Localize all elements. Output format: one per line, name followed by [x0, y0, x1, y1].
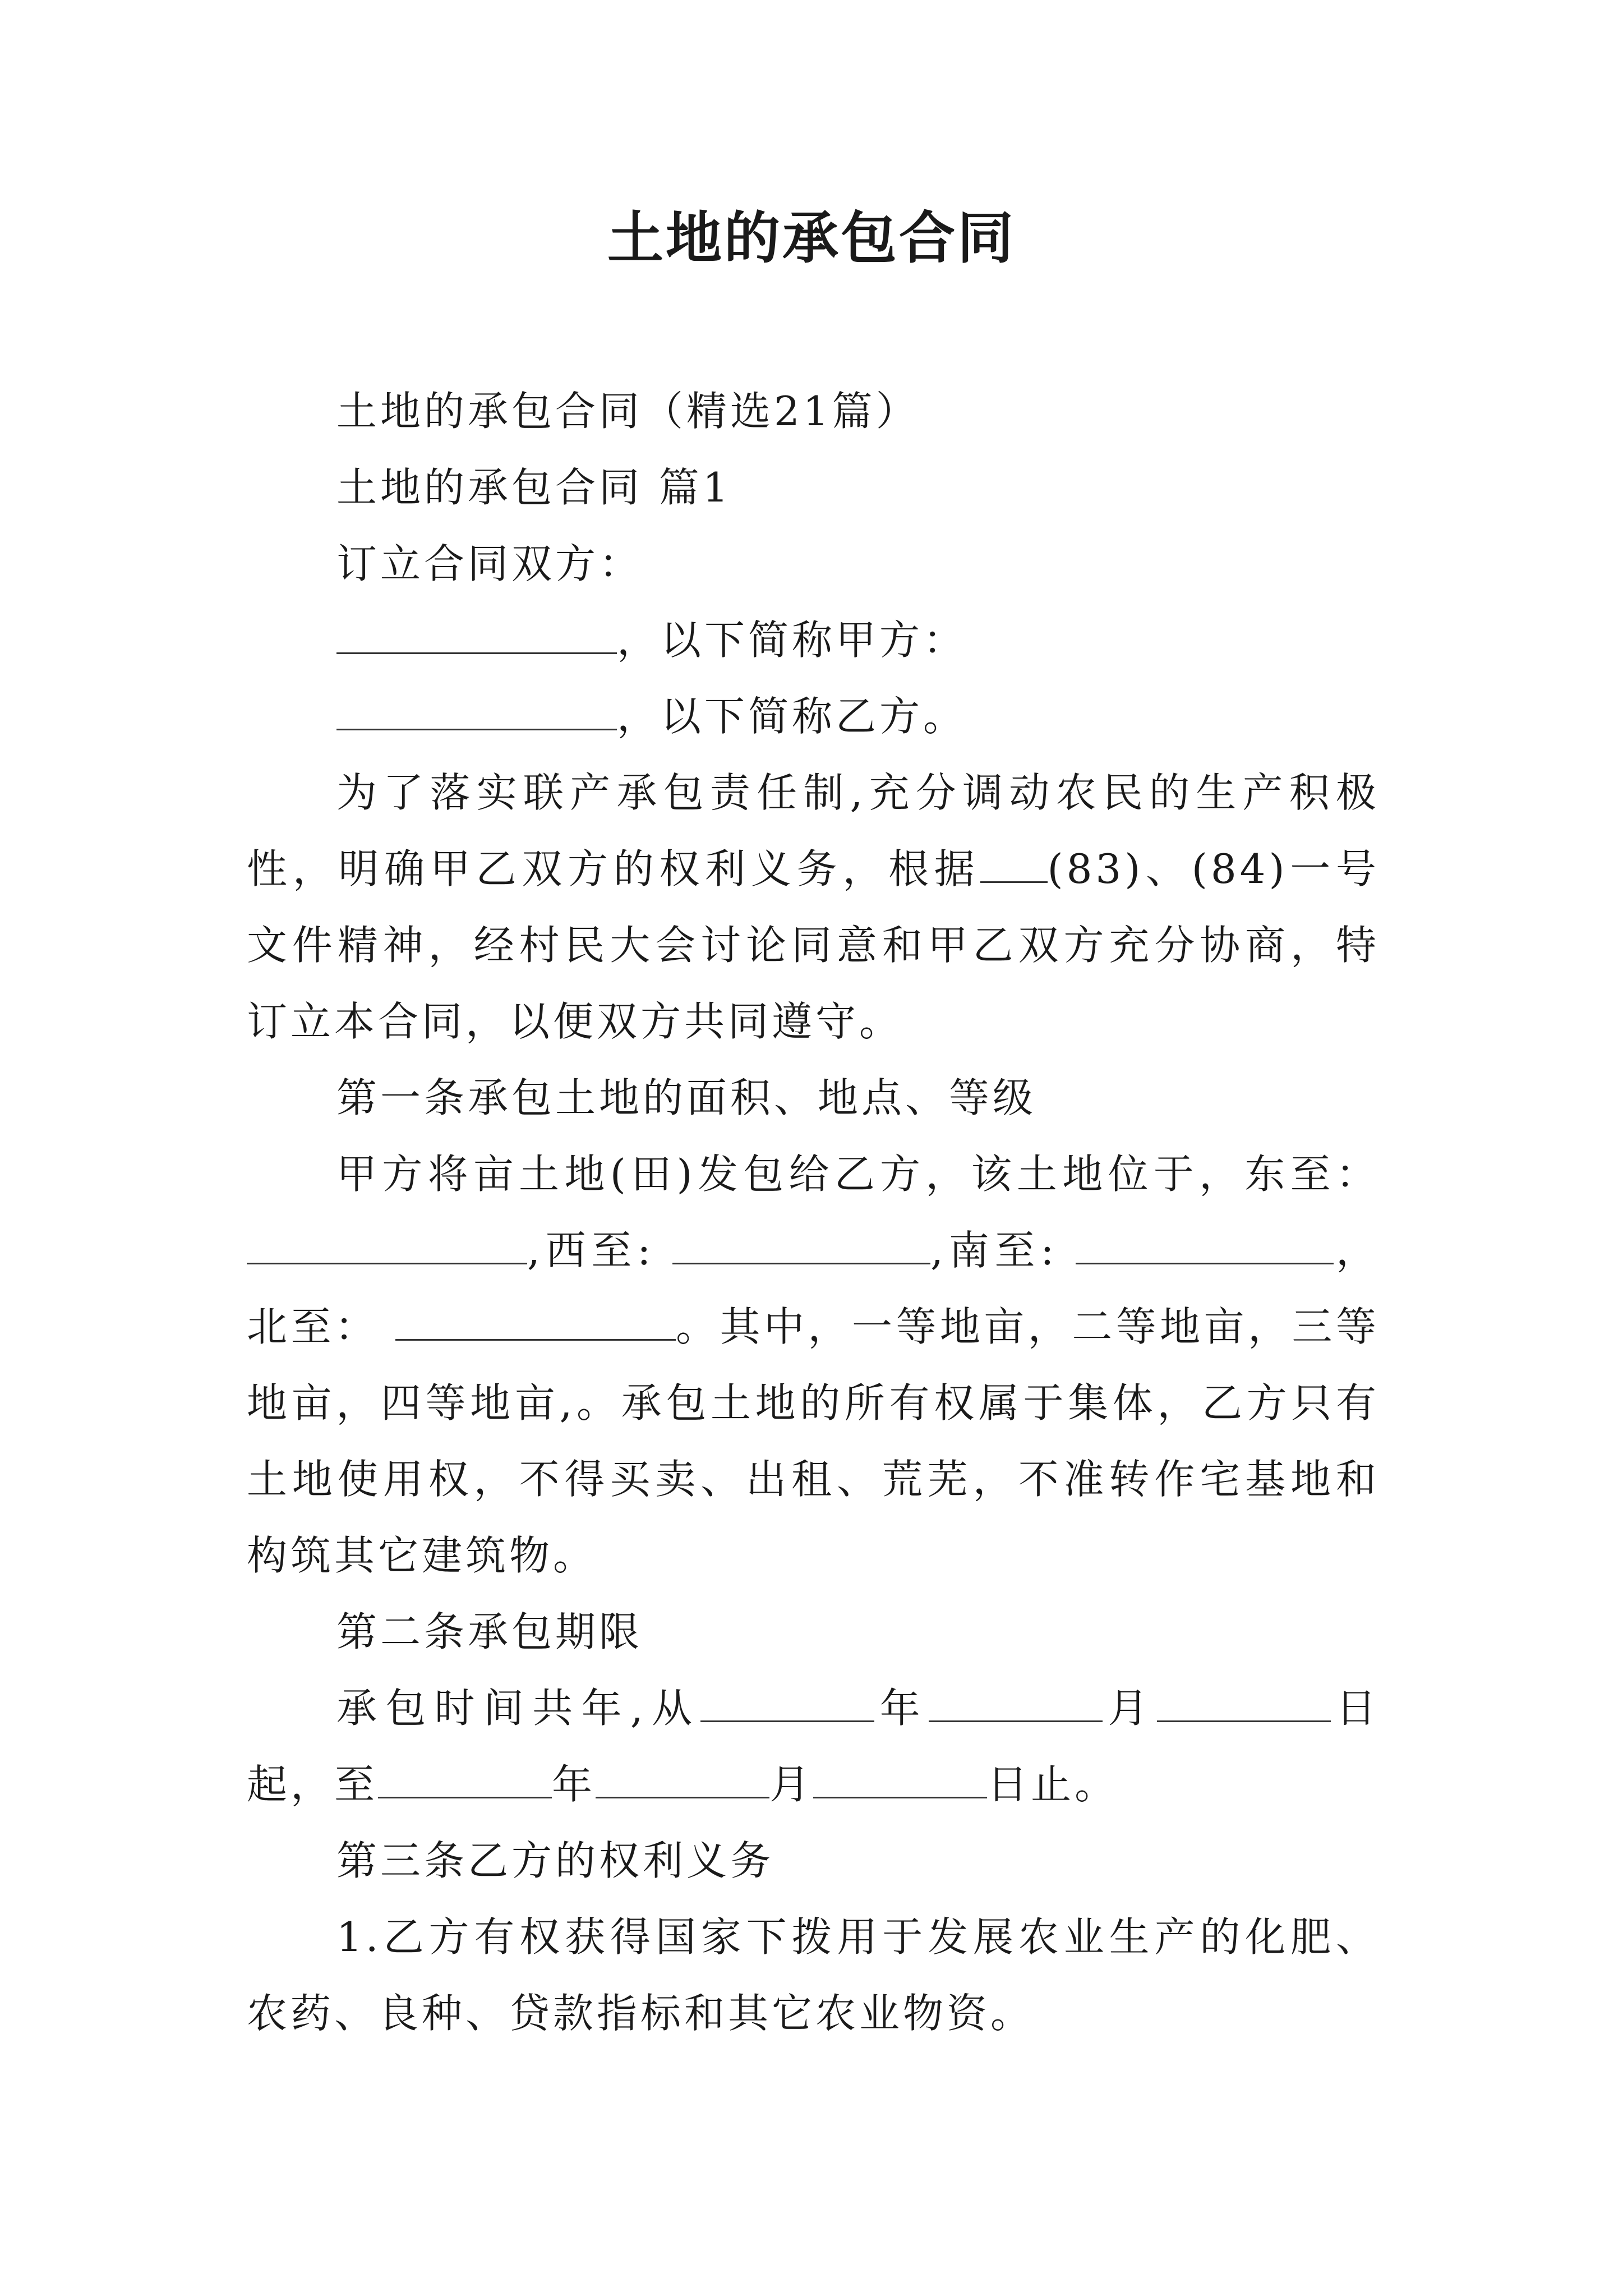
party-a-line	[247, 602, 1380, 678]
section-heading: 土地的承包合同 篇1	[336, 464, 732, 511]
article-2-title: 第二条承包期限	[336, 1608, 643, 1655]
preamble-paragraph	[247, 754, 1380, 1060]
blank-field	[596, 1763, 769, 1798]
art2-text-a: 承包时间共年,从	[336, 1685, 701, 1732]
party-b-text: ，以下简称乙方。	[617, 693, 967, 740]
document-title: 土地的承包合同	[607, 205, 1016, 271]
art2-month-2: 月	[769, 1761, 814, 1808]
article-2-paragraph	[247, 1670, 1380, 1823]
blank-field	[395, 1305, 676, 1341]
blank-field	[247, 1229, 527, 1264]
art2-to: 至	[334, 1761, 379, 1808]
blank-field	[336, 695, 617, 730]
art2-year: 年	[874, 1685, 929, 1732]
blank-field	[336, 619, 617, 654]
art2-year-2: 年	[552, 1761, 596, 1808]
art2-month: 月	[1103, 1685, 1157, 1732]
blank-field	[378, 1763, 552, 1798]
subtitle-line: 土地的承包合同（精选21篇）	[336, 388, 920, 435]
art1-west: ,西至:	[527, 1227, 654, 1274]
party-a-text: ，以下简称甲方：	[617, 616, 967, 664]
article-3-title: 第三条乙方的权利义务	[336, 1837, 774, 1884]
preamble-text-a: 为了落实联产承包责任制,充分调动农民的生产积极性，明确甲乙双方的权利义务，根据	[247, 769, 1380, 892]
art1-south: ,南至:	[930, 1227, 1058, 1274]
blank-field	[929, 1687, 1103, 1722]
art1-north: 北至：	[247, 1303, 379, 1350]
art1-text-a: 甲方将亩土地(田)发包给乙方，该土地位于，东至：	[336, 1151, 1380, 1198]
blank-field	[813, 1763, 987, 1798]
preamble-text-b: (83)、(84)一号文件精神，经村民大会讨论同意和甲乙双方充分协商，特订立本合同，以便双方共同遵守。	[247, 845, 1380, 1045]
blank-field	[1076, 1229, 1334, 1264]
article-1-paragraph	[247, 1136, 1380, 1594]
article-3-item-1: 1.乙方有权获得国家下拨用于发展农业生产的化肥、农药、良种、贷款指标和其它农业物资。	[247, 1913, 1380, 2037]
art1-rest: 。其中，一等地亩，二等地亩，三等地亩，四等地亩,。承包土地的所有权属于集体，乙方只有土地使用权，不得买卖、出租、荒芜，不准转作宅基地和构筑其它建筑物。	[247, 1303, 1380, 1579]
blank-field	[980, 848, 1048, 883]
party-b-line	[247, 678, 1380, 754]
article-1-title: 第一条承包土地的面积、地点、等级	[336, 1074, 1037, 1121]
document-body	[247, 373, 1380, 2051]
blank-field	[700, 1687, 874, 1722]
blank-field	[1157, 1687, 1331, 1722]
art2-start: 日起，	[247, 1685, 1380, 1808]
art1-comma: ，	[1334, 1227, 1380, 1274]
art2-end: 日止。	[987, 1761, 1119, 1808]
blank-field	[672, 1229, 930, 1264]
parties-intro: 订立合同双方：	[336, 540, 643, 587]
